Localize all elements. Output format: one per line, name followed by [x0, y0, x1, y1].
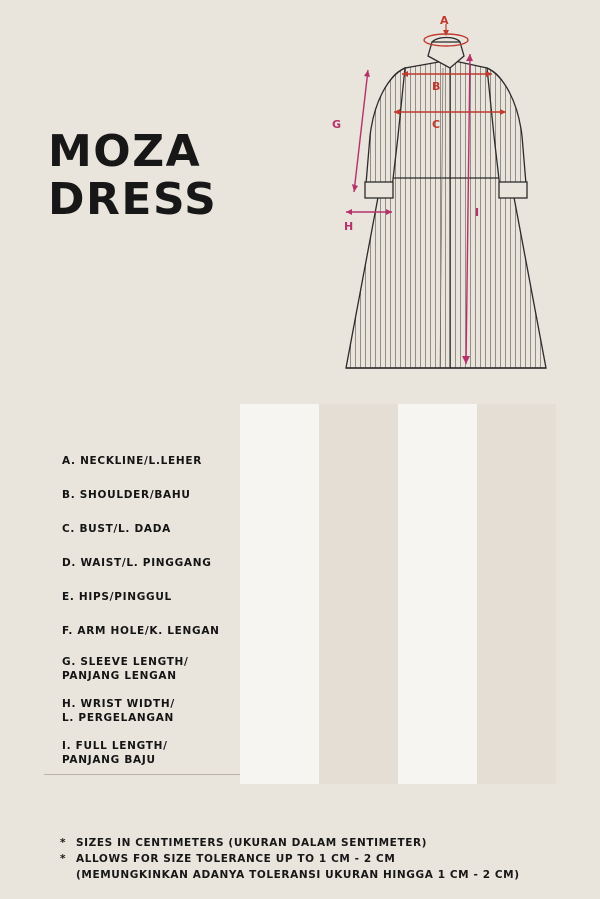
- title-line-1: MOZA: [48, 126, 202, 177]
- row-label-line1: G. SLEEVE LENGTH/: [62, 655, 189, 668]
- row-label-line2: PANJANG LENGAN: [62, 670, 177, 682]
- row-label-line2: L. PERGELANGAN: [62, 712, 175, 724]
- column-band-xl: [477, 404, 556, 784]
- marker-h: H: [344, 220, 354, 233]
- row-label: C. BUST/L. DADA: [62, 522, 171, 535]
- marker-i: I: [475, 206, 480, 219]
- row-label: A. NECKLINE/L.LEHER: [62, 454, 203, 467]
- page-title: [48, 128, 217, 223]
- row-label-line1: H. WRIST WIDTH/: [62, 697, 175, 710]
- row-label: B. SHOULDER/BAHU: [62, 488, 191, 501]
- footnote-line-3: [60, 868, 520, 884]
- marker-a: A: [440, 16, 449, 27]
- row-label: F. ARM HOLE/K. LENGAN: [62, 624, 220, 637]
- dress-illustration: [310, 16, 590, 396]
- bullet-star: *: [60, 852, 67, 865]
- row-label: [44, 732, 240, 774]
- row-label: [44, 690, 240, 732]
- footnote-text-2: ALLOWS FOR SIZE TOLERANCE UP TO 1 CM - 2 CM: [76, 852, 396, 865]
- footnote-text-1: SIZES IN CENTIMETERS (UKURAN DALAM SENTIMETER): [76, 837, 428, 849]
- row-label-line1: I. FULL LENGTH/: [62, 739, 168, 752]
- row-label: D. WAIST/L. PINGGANG: [62, 556, 212, 569]
- row-label: [44, 648, 240, 690]
- column-band-l: [398, 404, 477, 784]
- row-label-line2: PANJANG BAJU: [62, 754, 156, 766]
- footnotes: [60, 836, 520, 883]
- dress-technical-drawing-svg: [310, 16, 590, 396]
- column-band-s: [240, 404, 319, 784]
- row-label: E. HIPS/PINGGUL: [62, 590, 172, 603]
- size-table-wrapper: [44, 404, 556, 775]
- marker-c: C: [432, 118, 441, 131]
- footnote-text-3: (MEMUNGKINKAN ADANYA TOLERANSI UKURAN HINGGA 1 CM - 2 CM): [76, 868, 520, 881]
- marker-b: B: [432, 80, 441, 93]
- title-line-2: DRESS: [48, 173, 218, 225]
- column-band-m: [319, 404, 398, 784]
- marker-g: G: [332, 118, 342, 131]
- footnote-line-2: [60, 852, 520, 868]
- header-blank: [44, 404, 240, 444]
- bullet-star: *: [60, 837, 67, 849]
- footnote-line-1: [60, 836, 520, 852]
